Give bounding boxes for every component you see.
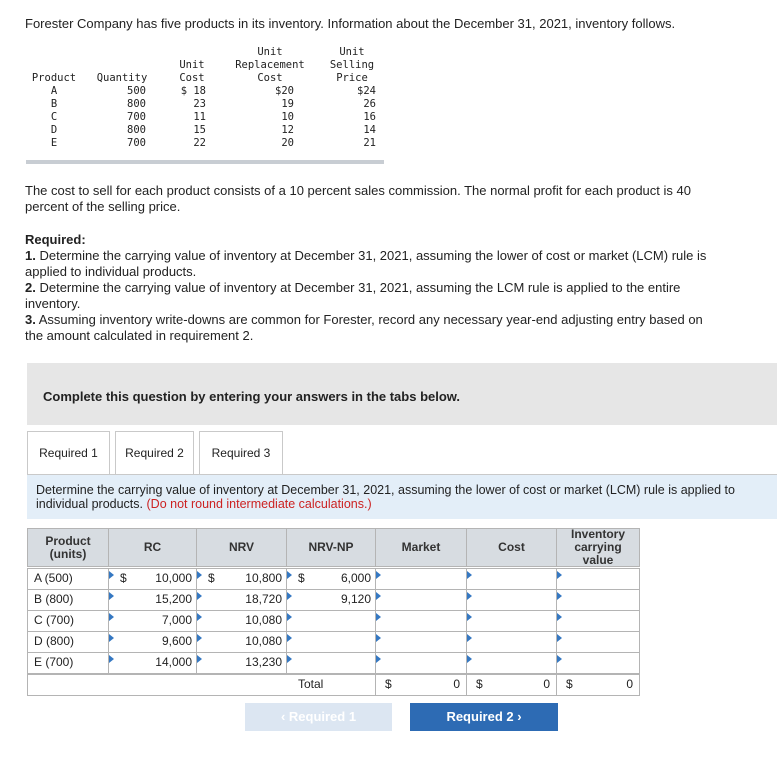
grid-input-nrvnp[interactable] <box>286 652 376 674</box>
requirement-number: 3. <box>25 312 36 327</box>
grid-input-nrvnp[interactable]: 6,000 <box>286 568 376 590</box>
dollar-sign: $ <box>298 571 305 585</box>
grid-total-icv: 0 <box>556 674 640 696</box>
requirements-block <box>25 232 770 344</box>
input-marker-icon <box>376 613 381 621</box>
col-header-unit-cost-2: Cost <box>179 72 205 84</box>
input-marker-icon <box>467 655 472 663</box>
answer-grid <box>27 528 639 693</box>
grid-header-5: Cost <box>466 528 557 567</box>
input-marker-icon <box>287 613 292 621</box>
cell-selling: 26 <box>363 98 376 110</box>
tab-question-text: Determine the carrying value of inventory at December 31, 2021, assuming the lower of cost or market (LCM) rule is applied to individual products. <box>36 483 735 511</box>
total-label: Total <box>298 677 324 691</box>
grid-header-4: Market <box>375 528 467 567</box>
col-header-selling-2: Selling <box>329 59 375 71</box>
grid-header-6: Inventory carrying value <box>556 528 640 567</box>
requirement-number: 2. <box>25 280 36 295</box>
input-marker-icon <box>287 592 292 600</box>
grid-input-nrvnp[interactable] <box>286 610 376 632</box>
grid-input-nrvnp[interactable] <box>286 631 376 653</box>
col-header-selling-3: Price <box>336 72 368 84</box>
grid-total-market: 0 <box>375 674 467 696</box>
cell-unit-cost: 22 <box>193 137 206 149</box>
input-marker-icon <box>109 634 114 642</box>
grid-input-market[interactable] <box>375 610 467 632</box>
input-marker-icon <box>109 592 114 600</box>
requirement-2-line <box>25 280 770 296</box>
grid-input-market[interactable] <box>375 652 467 674</box>
cell-replacement: 19 <box>281 98 294 110</box>
col-header-quantity: Quantity <box>96 72 148 84</box>
cell-replacement: 20 <box>281 137 294 149</box>
next-required-button[interactable]: Required 2 › <box>410 703 558 731</box>
requirement-text: Determine the carrying value of inventory at December 31, 2021, assuming the LCM rule is applied to the entire <box>39 280 681 295</box>
input-marker-icon <box>557 634 562 642</box>
grid-header-2: NRV <box>196 528 287 567</box>
cell-quantity: 800 <box>127 98 146 110</box>
grid-input-cost[interactable] <box>466 652 557 674</box>
input-marker-icon <box>467 592 472 600</box>
requirement-3-line <box>25 328 770 344</box>
grid-row-label: A (500) <box>27 568 109 590</box>
cell-selling: 21 <box>363 137 376 149</box>
instruction-banner <box>27 363 777 425</box>
input-marker-icon <box>557 613 562 621</box>
cost-to-sell-text <box>25 183 765 215</box>
input-marker-icon <box>197 571 202 579</box>
cell-replacement: 12 <box>281 124 294 136</box>
input-marker-icon <box>197 655 202 663</box>
cell-product: D <box>50 124 58 136</box>
input-marker-icon <box>197 592 202 600</box>
cell-product: C <box>50 111 58 123</box>
grid-input-rc[interactable]: 14,000 <box>108 652 197 674</box>
grid-row-label: D (800) <box>27 631 109 653</box>
grid-input-icv[interactable] <box>556 589 640 611</box>
cell-replacement: 10 <box>281 111 294 123</box>
grid-input-nrv[interactable]: 10,800 <box>196 568 287 590</box>
grid-input-rc[interactable]: 9,600 <box>108 631 197 653</box>
cell-selling: $24 <box>357 85 376 97</box>
requirement-text: Determine the carrying value of inventory at December 31, 2021, assuming the lower of cost or market (LCM) rule is <box>39 248 707 263</box>
input-marker-icon <box>109 571 114 579</box>
requirement-1-line <box>25 264 770 280</box>
input-marker-icon <box>376 592 381 600</box>
grid-input-rc[interactable]: 10,000 <box>108 568 197 590</box>
tab-question <box>36 484 772 511</box>
grid-input-nrv[interactable]: 18,720 <box>196 589 287 611</box>
grid-row-label: C (700) <box>27 610 109 632</box>
cell-quantity: 700 <box>127 111 146 123</box>
prev-required-button[interactable]: ‹ Required 1 <box>245 703 392 731</box>
grid-input-nrvnp[interactable]: 9,120 <box>286 589 376 611</box>
dollar-sign: $ <box>385 677 392 691</box>
cell-unit-cost: 23 <box>193 98 206 110</box>
dollar-sign: $ <box>566 677 573 691</box>
cost-to-sell-line-1: The cost to sell for each product consists of a 10 percent sales commission. The normal profit for each product is 40 <box>25 183 691 198</box>
input-marker-icon <box>376 655 381 663</box>
banner-text: Complete this question by entering your answers in the tabs below. <box>43 389 461 404</box>
col-header-selling-1: Unit <box>339 46 365 58</box>
grid-input-market[interactable] <box>375 568 467 590</box>
input-marker-icon <box>197 634 202 642</box>
cell-unit-cost: $ 18 <box>180 85 206 97</box>
cell-selling: 14 <box>363 124 376 136</box>
col-header-replacement-2: Replacement <box>235 59 305 71</box>
intro-text: Forester Company has five products in its inventory. Information about the December 31, 2021, inventory follows. <box>25 16 676 31</box>
input-marker-icon <box>467 571 472 579</box>
requirement-number: 1. <box>25 248 36 263</box>
col-header-product: Product <box>31 72 77 84</box>
input-marker-icon <box>109 613 114 621</box>
grid-input-cost[interactable] <box>466 610 557 632</box>
cell-unit-cost: 11 <box>193 111 206 123</box>
input-marker-icon <box>467 613 472 621</box>
input-marker-icon <box>557 655 562 663</box>
dollar-sign: $ <box>208 571 215 585</box>
required-title: Required: <box>25 232 86 247</box>
grid-header-3: NRV-NP <box>286 528 376 567</box>
input-marker-icon <box>197 613 202 621</box>
cost-to-sell-line-2: percent of the selling price. <box>25 199 181 214</box>
input-marker-icon <box>287 655 292 663</box>
requirement-text: the amount calculated in requirement 2. <box>25 328 254 343</box>
grid-input-icv[interactable] <box>556 631 640 653</box>
tab-required-2[interactable]: Required 2 <box>115 431 194 475</box>
requirement-text: applied to individual products. <box>25 264 197 279</box>
cell-quantity: 800 <box>127 124 146 136</box>
input-marker-icon <box>287 571 292 579</box>
requirement-1-line <box>25 248 770 264</box>
grid-header-0: Product (units) <box>27 528 109 567</box>
dollar-sign: $ <box>120 571 127 585</box>
grid-row-label: B (800) <box>27 589 109 611</box>
grid-header-1: RC <box>108 528 197 567</box>
tab-required-1[interactable]: Required 1 <box>27 431 110 475</box>
cell-unit-cost: 15 <box>193 124 206 136</box>
col-header-replacement-1: Unit <box>257 46 283 58</box>
tab-question-note: (Do not round intermediate calculations.) <box>146 496 372 511</box>
input-marker-icon <box>557 571 562 579</box>
dollar-sign: $ <box>476 677 483 691</box>
input-marker-icon <box>109 655 114 663</box>
cell-product: A <box>50 85 58 97</box>
table-bottom-rule <box>26 160 384 164</box>
grid-input-nrv[interactable]: 10,080 <box>196 631 287 653</box>
requirement-text: Assuming inventory write-downs are common for Forester, record any necessary year-end adjusting entry based on <box>38 312 703 327</box>
requirement-2-line <box>25 296 770 312</box>
cell-quantity: 700 <box>127 137 146 149</box>
grid-input-market[interactable] <box>375 631 467 653</box>
cell-product: E <box>50 137 58 149</box>
cell-quantity: 500 <box>127 85 146 97</box>
input-marker-icon <box>376 571 381 579</box>
requirement-text: inventory. <box>25 296 81 311</box>
grid-input-nrv[interactable]: 10,080 <box>196 610 287 632</box>
tab-required-3[interactable]: Required 3 <box>199 431 283 475</box>
col-header-replacement-3: Cost <box>257 72 283 84</box>
col-header-unit-cost-1: Unit <box>179 59 205 71</box>
grid-input-cost[interactable] <box>466 589 557 611</box>
grid-input-rc[interactable]: 7,000 <box>108 610 197 632</box>
input-marker-icon <box>287 634 292 642</box>
requirement-3-line <box>25 312 770 328</box>
tab-question-panel <box>27 474 777 519</box>
grid-input-market[interactable] <box>375 589 467 611</box>
grid-row-label: E (700) <box>27 652 109 674</box>
grid-input-cost[interactable] <box>466 631 557 653</box>
cell-selling: 16 <box>363 111 376 123</box>
input-marker-icon <box>376 634 381 642</box>
grid-input-icv[interactable] <box>556 568 640 590</box>
cell-product: B <box>50 98 58 110</box>
grid-input-icv[interactable] <box>556 610 640 632</box>
input-marker-icon <box>467 634 472 642</box>
input-marker-icon <box>557 592 562 600</box>
cell-replacement: $20 <box>275 85 294 97</box>
grid-total-cost: 0 <box>466 674 557 696</box>
grid-input-cost[interactable] <box>466 568 557 590</box>
grid-input-rc[interactable]: 15,200 <box>108 589 197 611</box>
grid-input-icv[interactable] <box>556 652 640 674</box>
inventory-table <box>26 46 384 164</box>
grid-total-row <box>27 674 376 696</box>
grid-input-nrv[interactable]: 13,230 <box>196 652 287 674</box>
